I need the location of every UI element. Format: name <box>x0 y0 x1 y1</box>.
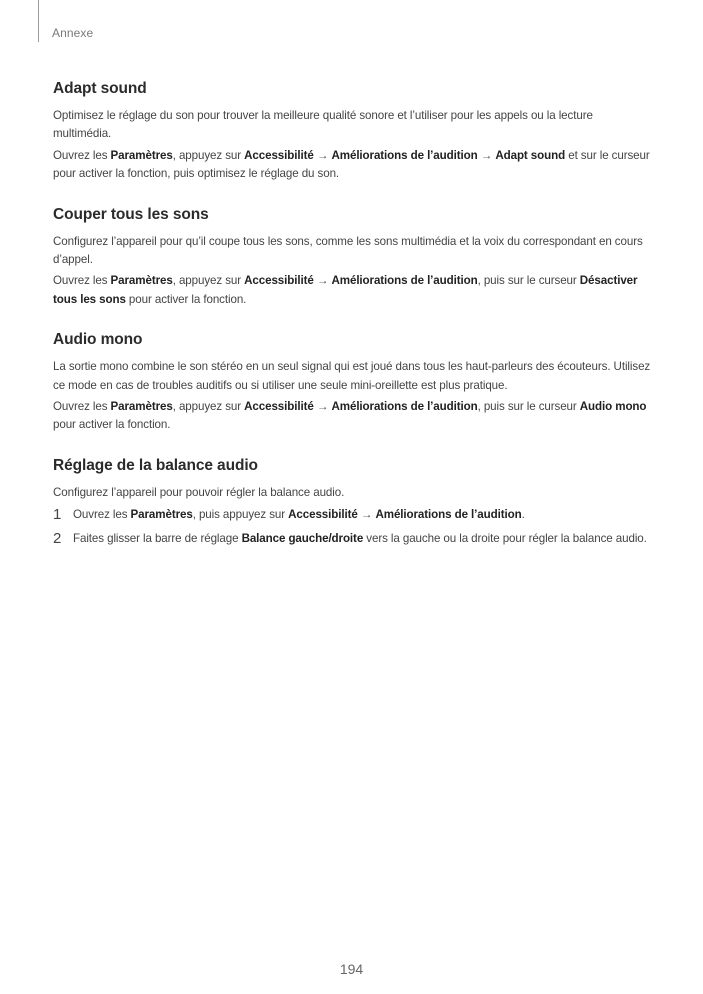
instruction-text: et sur le curseur pour activer la fonction, puis optimisez le réglage du son. <box>53 148 650 181</box>
instruction-emphasis: Balance gauche/droite <box>241 531 364 545</box>
arrow-separator: → <box>477 148 496 162</box>
section-instruction <box>53 398 653 435</box>
instruction-text: pour activer la fonction. <box>125 292 247 306</box>
instruction-text: Ouvrez les <box>73 508 131 522</box>
instruction-text: Ouvrez les <box>53 274 111 288</box>
instruction-emphasis: Paramètres <box>110 274 173 288</box>
instruction-text: . <box>521 508 525 522</box>
arrow-separator: → <box>313 274 332 288</box>
section-description: Configurez l’appareil pour pouvoir régler la balance audio. <box>53 485 345 499</box>
instruction-emphasis: Paramètres <box>110 400 173 414</box>
step-text <box>73 506 525 524</box>
instruction-text: , puis sur le curseur <box>477 274 580 288</box>
steps-list <box>53 506 653 548</box>
instruction-text: , appuyez sur <box>172 148 245 162</box>
section-title: Réglage de la balance audio <box>53 456 258 474</box>
main-content <box>53 80 653 570</box>
instruction-emphasis: Améliorations de l’audition <box>375 508 522 522</box>
step-number: 1 <box>53 506 62 524</box>
page-number: 194 <box>339 961 364 977</box>
section-balance-audio <box>53 457 653 548</box>
instruction-text: pour activer la fonction. <box>53 418 171 432</box>
instruction-text: Ouvrez les <box>53 148 111 162</box>
section-description: Optimisez le réglage du son pour trouver la meilleure qualité sonore et l’utiliser pour les appels ou la lecture multimédia. <box>53 109 593 141</box>
section-description: La sortie mono combine le son stéréo en un seul signal qui est joué dans tous les haut-parleurs des écouteurs. Utilisez ce mode en cas de troubles auditifs ou si utiliser une seule mini-oreillette est plus pratique. <box>53 360 651 392</box>
section-title: Audio mono <box>53 331 143 349</box>
header-section-label: Annexe <box>52 26 94 40</box>
instruction-text: , puis appuyez sur <box>192 508 289 522</box>
section-instruction <box>53 147 653 184</box>
instruction-emphasis: Adapt sound <box>495 148 566 162</box>
section-audio-mono <box>53 331 653 435</box>
arrow-separator: → <box>357 508 376 522</box>
instruction-emphasis: Paramètres <box>130 508 193 522</box>
step-item <box>53 506 653 524</box>
instruction-emphasis: Accessibilité <box>244 400 314 414</box>
instruction-text: , appuyez sur <box>172 274 245 288</box>
arrow-separator: → <box>313 148 332 162</box>
section-instruction <box>53 272 653 309</box>
instruction-text: , appuyez sur <box>172 400 245 414</box>
instruction-text: , puis sur le curseur <box>477 400 580 414</box>
header-rule <box>38 0 39 42</box>
section-title: Couper tous les sons <box>53 205 209 223</box>
section-description: Configurez l’appareil pour qu’il coupe tous les sons, comme les sons multimédia et la voix du correspondant en cours d’appel. <box>53 234 643 267</box>
step-item <box>53 530 653 548</box>
instruction-emphasis: Améliorations de l’audition <box>331 274 478 288</box>
section-couper-sons <box>53 206 653 310</box>
instruction-emphasis: Accessibilité <box>288 508 358 522</box>
instruction-emphasis: Améliorations de l’audition <box>331 400 478 414</box>
section-adapt-sound <box>53 80 653 184</box>
instruction-emphasis: Audio mono <box>579 400 647 414</box>
instruction-emphasis: Améliorations de l’audition <box>331 148 478 162</box>
instruction-text: Ouvrez les <box>53 400 111 414</box>
instruction-emphasis: Paramètres <box>110 148 173 162</box>
instruction-emphasis: Désactiver tous les sons <box>53 274 638 306</box>
step-text <box>73 530 647 548</box>
instruction-text: vers la gauche ou la droite pour régler la balance audio. <box>363 531 647 545</box>
instruction-emphasis: Accessibilité <box>244 148 314 162</box>
step-number: 2 <box>53 529 62 547</box>
section-title: Adapt sound <box>53 80 147 97</box>
arrow-separator: → <box>313 400 332 414</box>
instruction-emphasis: Accessibilité <box>244 274 314 288</box>
instruction-text: Faites glisser la barre de réglage <box>73 531 242 545</box>
